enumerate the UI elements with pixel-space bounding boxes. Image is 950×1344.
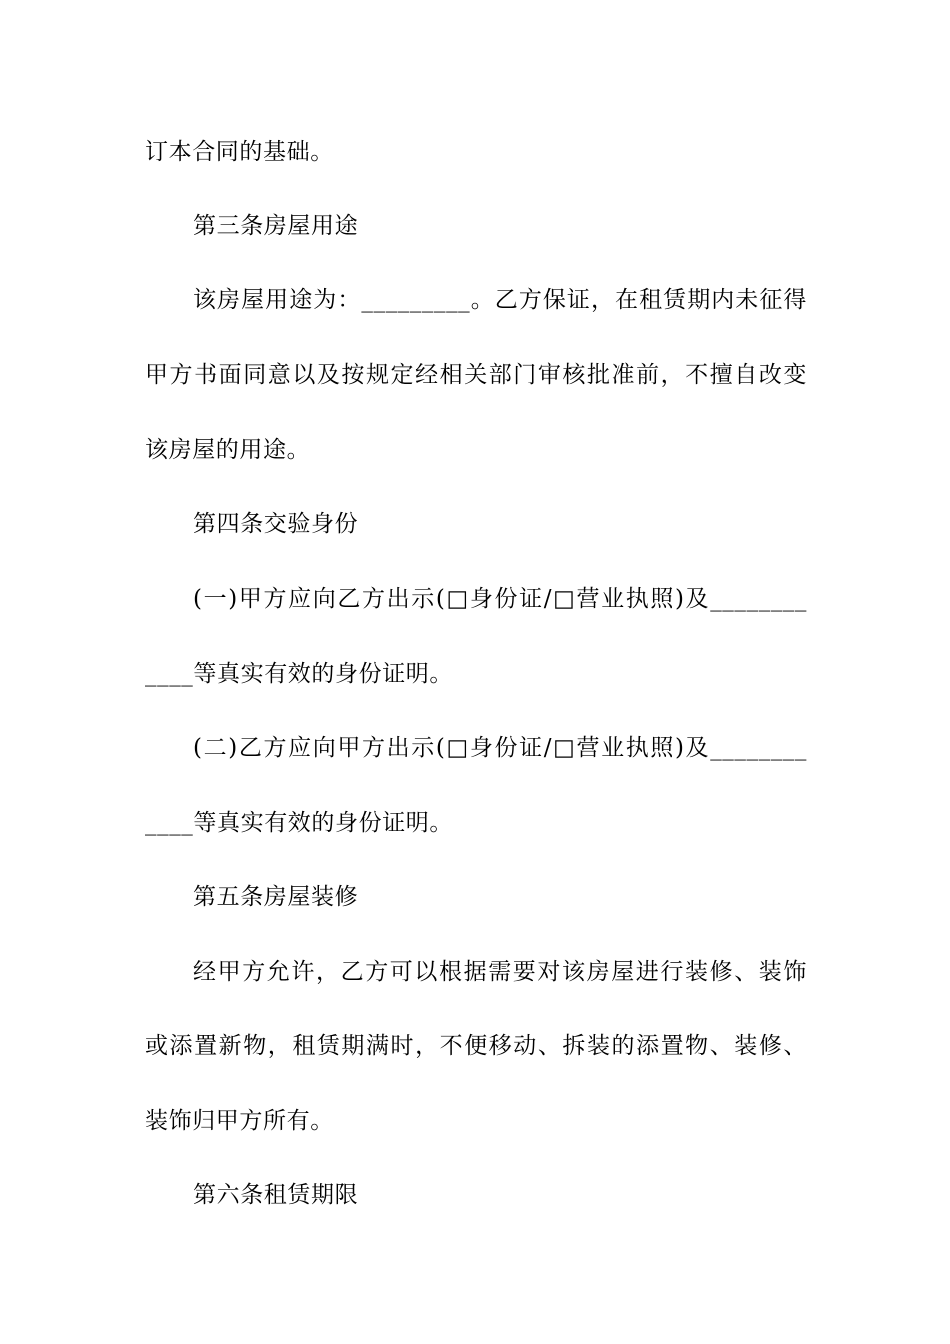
paragraph-line: 或添置新物，租赁期满时，不便移动、拆装的添置物、装修、 bbox=[145, 1033, 807, 1059]
article-heading: 第三条房屋用途 bbox=[193, 213, 359, 239]
paragraph-line: 甲方书面同意以及按规定经相关部门审核批准前，不擅自改变 bbox=[145, 362, 807, 388]
paragraph-line: 该房屋用途为：_________。乙方保证，在租赁期内未征得 bbox=[193, 287, 807, 313]
article-heading: 第四条交验身份 bbox=[193, 511, 359, 537]
paragraph-line: ____等真实有效的身份证明。 bbox=[145, 661, 453, 687]
paragraph-line: (一)甲方应向乙方出示(□身份证/□营业执照)及________ bbox=[193, 586, 807, 612]
paragraph-line: (二)乙方应向甲方出示(□身份证/□营业执照)及________ bbox=[193, 735, 807, 761]
document-page bbox=[145, 0, 807, 1344]
paragraph-line: ____等真实有效的身份证明。 bbox=[145, 810, 453, 836]
paragraph-line: 该房屋的用途。 bbox=[145, 437, 311, 463]
paragraph-line: 经甲方允许，乙方可以根据需要对该房屋进行装修、装饰 bbox=[193, 959, 807, 985]
article-heading: 第六条租赁期限 bbox=[193, 1182, 359, 1208]
paragraph-line: 订本合同的基础。 bbox=[145, 139, 334, 165]
paragraph-line: 装饰归甲方所有。 bbox=[145, 1108, 334, 1134]
article-heading: 第五条房屋装修 bbox=[193, 884, 359, 910]
